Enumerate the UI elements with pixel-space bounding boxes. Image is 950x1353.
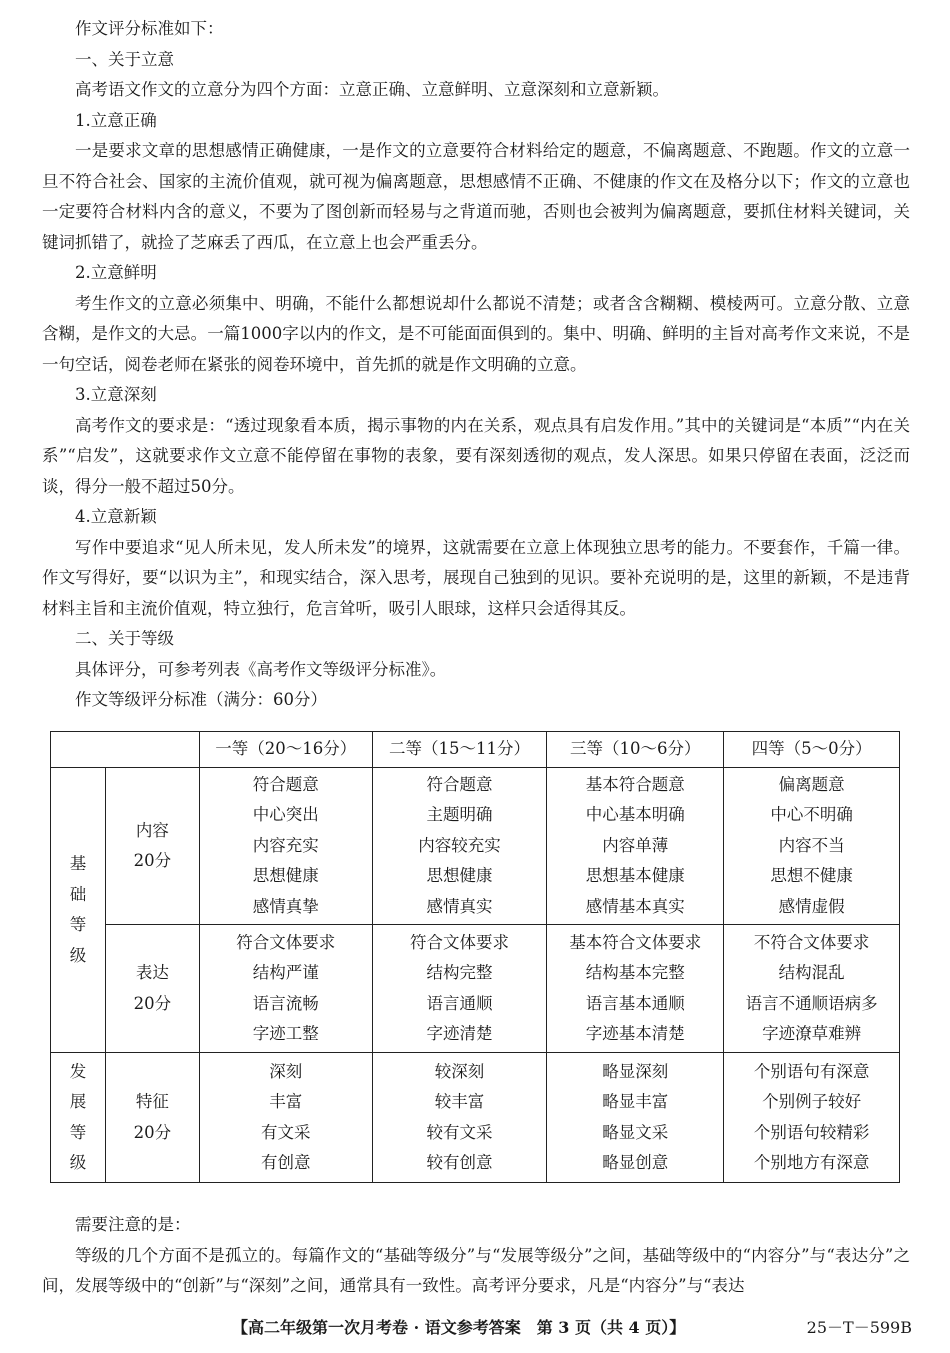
notes-section — [42, 1210, 910, 1302]
item-1-title: 1.立意正确 — [75, 110, 157, 130]
expression-grade-3 — [547, 925, 724, 1053]
expression-grade-1 — [199, 925, 372, 1053]
row-label-content — [105, 768, 199, 925]
table-cell-line: 语言流畅 — [252, 993, 319, 1013]
table-cell-line: 20分 — [133, 1122, 172, 1142]
table-cell-line: 略显深刻 — [602, 1061, 669, 1081]
scoring-heading: 作文评分标准如下： — [75, 19, 224, 38]
features-grade-2 — [372, 1053, 547, 1183]
item-2-title: 2.立意鲜明 — [75, 263, 157, 282]
table-cell-line: 20分 — [133, 993, 172, 1013]
table-cell-line: 等 — [69, 1122, 87, 1142]
table-corner-cell — [51, 732, 200, 768]
header-grade-1: 一等（20～16分） — [199, 732, 372, 768]
answer-page — [42, 14, 910, 716]
table-cell-line: 偏离题意 — [778, 774, 845, 794]
table-cell-line: 结构混乱 — [778, 963, 845, 982]
table-cell-line: 符合题意 — [252, 774, 319, 794]
table-cell-line: 不符合文体要求 — [753, 932, 870, 952]
table-cell-line: 结构完整 — [426, 963, 493, 982]
table-cell-line: 略显创意 — [602, 1153, 669, 1172]
notes-heading: 需要注意的是： — [75, 1215, 191, 1234]
table-cell-line: 个别语句有深意 — [753, 1061, 870, 1081]
table-cell-line: 语言不通顺语病多 — [745, 993, 878, 1013]
table-cell-line: 思想不健康 — [770, 866, 853, 886]
table-cell-line: 略显丰富 — [602, 1092, 669, 1111]
table-cell-line: 中心不明确 — [770, 805, 853, 825]
table-cell-line: 思想健康 — [252, 866, 319, 886]
content-grade-4 — [724, 768, 900, 925]
table-cell-line: 个别地方有深意 — [753, 1153, 870, 1172]
table-cell-line: 符合文体要求 — [410, 932, 509, 952]
item-3-title: 3.立意深刻 — [75, 385, 157, 404]
content-grade-3 — [547, 768, 724, 925]
row-features — [51, 1053, 900, 1183]
table-cell-line: 基本符合文体要求 — [569, 932, 702, 952]
group-development-label — [51, 1053, 106, 1183]
table-cell-line: 个别例子较好 — [762, 1092, 862, 1111]
table-cell-line: 语言通顺 — [426, 993, 493, 1013]
table-cell-line: 特征 — [135, 1092, 169, 1111]
table-cell-line: 字迹工整 — [252, 1024, 319, 1043]
table-cell-line: 符合题意 — [426, 774, 493, 794]
item-3-text: 高考作文的要求是：“透过现象看本质，揭示事物的内在关系，观点具有启发作用。”其中的关键词是“本质”“内在关系”“启发”，这就要求作文立意不能停留在事物的表象，要有深刻透彻的观点，发人深思。如果只停留在表面，泛泛而谈，得分一般不超过50分。 — [42, 415, 910, 496]
table-cell-line: 结构严谨 — [252, 963, 319, 982]
table-cell-line: 较有创意 — [426, 1153, 493, 1172]
table-cell-line: 较有文采 — [426, 1122, 493, 1142]
table-cell-line: 丰富 — [269, 1092, 303, 1111]
row-label-expression — [105, 925, 199, 1053]
table-cell-line: 感情真实 — [426, 896, 493, 916]
row-content — [51, 768, 900, 925]
table-cell-line: 中心突出 — [252, 805, 319, 825]
footer-code: 25－T－599B — [806, 1318, 912, 1337]
features-grade-4 — [724, 1053, 900, 1183]
table-cell-line: 内容单薄 — [602, 835, 669, 855]
footer-title: 【高二年级第一次月考卷 · 语文参考答案 第 3 页（共 4 页）】 — [232, 1318, 686, 1337]
table-cell-line: 字迹基本清楚 — [585, 1024, 685, 1043]
item-4-text: 写作中要追求“见人所未见，发人所未发”的境界，这就需要在立意上体现独立思考的能力。不要套作，千篇一律。作文写得好，要“以识为主”，和现实结合，深入思考，展现自己独到的见识。要补充说明的是，这里的新颖，不是违背材料主旨和主流价值观，特立独行，危言耸听，吸引人眼球，这样只会适得其反。 — [42, 537, 910, 618]
table-cell-line: 感情基本真实 — [585, 896, 685, 916]
table-cell-line: 字迹清楚 — [426, 1024, 493, 1043]
table-cell-line: 表达 — [135, 963, 169, 982]
table-cell-line: 深刻 — [269, 1061, 303, 1081]
table-cell-line: 基本符合题意 — [585, 774, 685, 794]
table-title: 作文等级评分标准（满分：60分） — [75, 690, 327, 709]
section-1-lead: 高考语文作文的立意分为四个方面：立意正确、立意鲜明、立意深刻和立意新颖。 — [75, 80, 669, 99]
table-cell-line: 基 — [69, 854, 87, 873]
table-cell-line: 略显文采 — [602, 1122, 669, 1142]
table-cell-line: 较深刻 — [434, 1061, 485, 1081]
content-grade-2 — [372, 768, 547, 925]
table-cell-line: 主题明确 — [426, 805, 493, 825]
table-cell-line: 感情真挚 — [252, 896, 319, 916]
expression-grade-2 — [372, 925, 547, 1053]
content-grade-1 — [199, 768, 372, 925]
table-cell-line: 级 — [69, 945, 87, 965]
table-cell-line: 20分 — [133, 851, 172, 870]
table-cell-line: 等 — [69, 915, 87, 934]
table-cell-line: 结构基本完整 — [585, 963, 685, 982]
notes-text: 等级的几个方面不是孤立的。每篇作文的“基础等级分”与“发展等级分”之间，基础等级中的“内容分”与“表达分”之间，发展等级中的“创新”与“深刻”之间，通常具有一致性。高考评分要求，凡是“内容分”与“表达 — [42, 1245, 910, 1295]
table-cell-line: 有文采 — [260, 1122, 311, 1142]
expression-grade-4 — [724, 925, 900, 1053]
features-grade-3 — [547, 1053, 724, 1183]
table-header-row — [51, 732, 900, 768]
header-grade-2: 二等（15～11分） — [372, 732, 547, 768]
table-cell-line: 思想基本健康 — [585, 866, 685, 886]
table-cell-line: 有创意 — [260, 1153, 311, 1172]
header-grade-3: 三等（10～6分） — [547, 732, 724, 768]
item-4-title: 4.立意新颖 — [75, 507, 157, 526]
group-basic-label — [51, 768, 106, 1053]
item-2-text: 考生作文的立意必须集中、明确，不能什么都想说却什么都说不清楚；或者含含糊糊、模棱两可。立意分散、立意含糊，是作文的大忌。一篇1000字以内的作文，是不可能面面俱到的。集中、明确、鲜明的主旨对高考作文来说，不是一句空话，阅卷老师在紧张的阅卷环境中，首先抓的就是作文明确的立意。 — [42, 293, 910, 374]
table-cell-line: 语言基本通顺 — [585, 993, 685, 1013]
table-cell-line: 较丰富 — [434, 1092, 485, 1111]
table-cell-line: 感情虚假 — [778, 896, 845, 916]
table-cell-line: 符合文体要求 — [236, 932, 336, 952]
table-cell-line: 字迹潦草难辨 — [762, 1024, 862, 1043]
features-grade-1 — [199, 1053, 372, 1183]
row-expression — [51, 925, 900, 1053]
table-cell-line: 个别语句较精彩 — [753, 1122, 870, 1142]
item-1-text: 一是要求文章的思想感情正确健康，一是作文的立意要符合材料给定的题意，不偏离题意、不跑题。作文的立意一旦不符合社会、国家的主流价值观，就可视为偏离题意，思想感情不正确、不健康的作文在及格分以下；作文的立意也一定要符合材料内含的意义，不要为了图创新而轻易与之背道而驰，否则也会被判为偏离题意，要抓住材料关键词，关键词抓错了，就捡了芝麻丢了西瓜，在立意上也会严重丢分。 — [42, 141, 910, 252]
table-cell-line: 内容较充实 — [418, 835, 501, 855]
table-cell-line: 内容充实 — [252, 835, 319, 855]
section-1-title: 一、关于立意 — [75, 49, 174, 69]
table-cell-line: 中心基本明确 — [585, 805, 685, 825]
table-cell-line: 展 — [69, 1092, 87, 1111]
table-cell-line: 思想健康 — [426, 866, 493, 886]
section-2-lead: 具体评分，可参考列表《高考作文等级评分标准》。 — [75, 659, 447, 679]
table-cell-line: 级 — [69, 1153, 87, 1172]
row-label-features — [105, 1053, 199, 1183]
table-cell-line: 内容 — [135, 820, 169, 840]
section-2-title: 二、关于等级 — [75, 629, 174, 648]
header-grade-4: 四等（5～0分） — [724, 732, 900, 768]
table-cell-line: 发 — [69, 1061, 87, 1081]
grading-table — [50, 731, 900, 1183]
table-cell-line: 内容不当 — [778, 835, 845, 855]
table-cell-line: 础 — [69, 884, 87, 904]
